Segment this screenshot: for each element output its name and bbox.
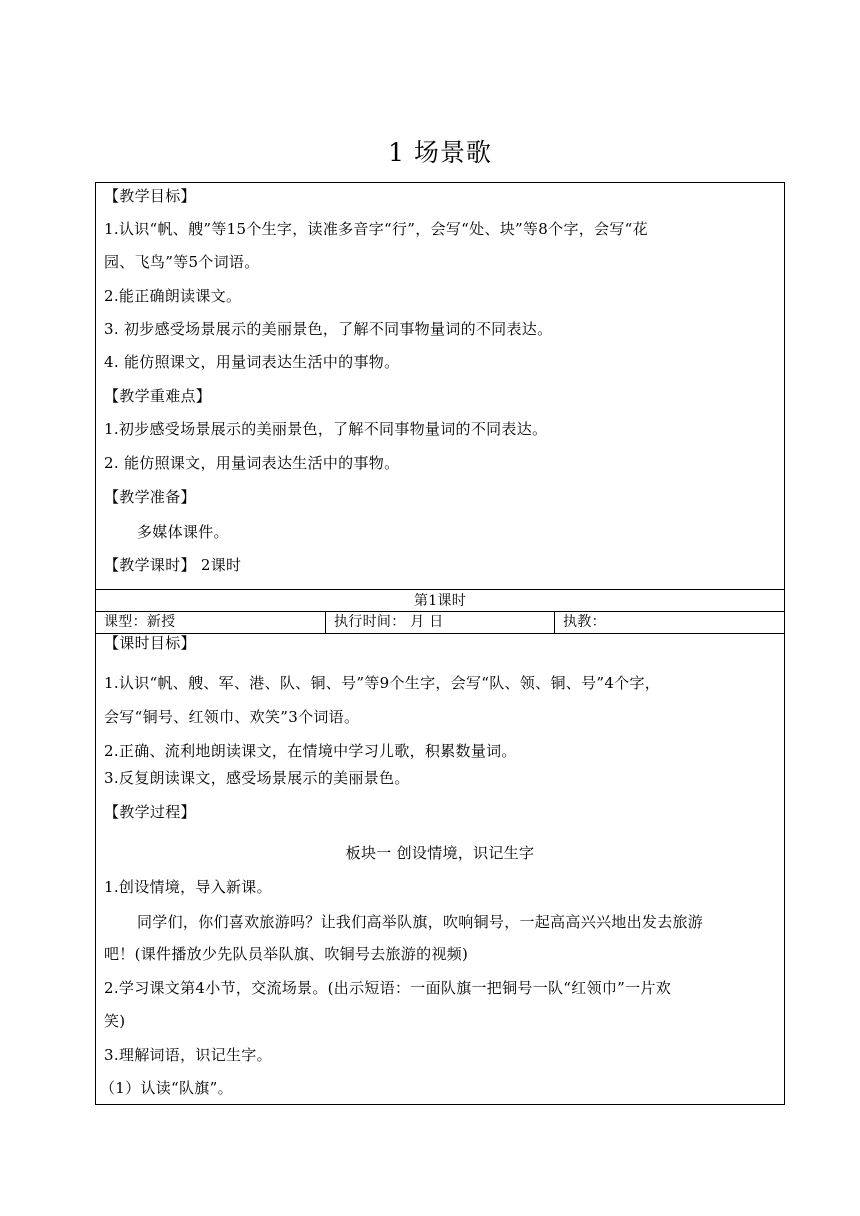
goals-item: 1.认识“帆、艘”等15个生字，读准多音字“行”，会写“处、块”等8个字，会写“花 [104,220,648,238]
lesson-goals-heading: 【课时目标】 [104,634,196,652]
process-line: 同学们，你们喜欢旅游吗？让我们高举队旗，吹响铜号，一起高高兴兴地出发去旅游 [137,913,704,931]
class-hours: 【教学课时】 2课时 [104,556,242,574]
lesson-goals-item: 会写“铜号、红领巾、欢笑”3个词语。 [104,708,360,726]
lesson-time: 执行时间： 月 日 [334,614,444,630]
key-points-item: 1.初步感受场景展示的美丽景色，了解不同事物量词的不同表达。 [104,420,548,438]
lesson-type: 课型：新授 [104,614,176,630]
process-line: 1.创设情境，导入新课。 [104,878,272,896]
prep-text: 多媒体课件。 [137,523,229,541]
process-line: 2.学习课文第4小节，交流场景。(出示短语：一面队旗一把铜号一队“红领巾”一片欢 [104,979,672,997]
lesson-teacher: 执教： [563,614,606,630]
lesson-goals-item: 2.正确、流利地朗读课文，在情境中学习儿歌，积累数量词。 [104,742,517,760]
page-title: 1 场景歌 [388,138,492,167]
goals-item: 园、飞鸟”等5个词语。 [104,253,260,271]
key-points-heading: 【教学重难点】 [104,387,212,405]
prep-heading: 【教学准备】 [104,488,196,506]
lesson-goals-item: 1.认识“帆、艘、军、港、队、铜、号”等9个生字，会写“队、领、铜、号”4个字， [104,674,661,692]
block-title: 板块一 创设情境，识记生字 [345,844,535,862]
lesson-goals-item: 3.反复朗读课文，感受场景展示的美丽景色。 [104,769,410,787]
lesson-title: 第1课时 [413,593,467,609]
goals-item: 4. 能仿照课文，用量词表达生活中的事物。 [104,353,400,371]
process-heading: 【教学过程】 [104,803,196,821]
key-points-item: 2. 能仿照课文，用量词表达生活中的事物。 [104,454,400,472]
goals-item: 2.能正确朗读课文。 [104,287,242,305]
process-line: 笑) [104,1012,126,1030]
process-line: （1）认读“队旗”。 [100,1079,233,1097]
goals-item: 3. 初步感受场景展示的美丽景色，了解不同事物量词的不同表达。 [104,320,553,338]
goals-heading: 【教学目标】 [104,187,196,205]
process-line: 吧！(课件播放少先队员举队旗、吹铜号去旅游的视频) [104,945,469,963]
process-line: 3.理解词语，识记生字。 [104,1046,272,1064]
